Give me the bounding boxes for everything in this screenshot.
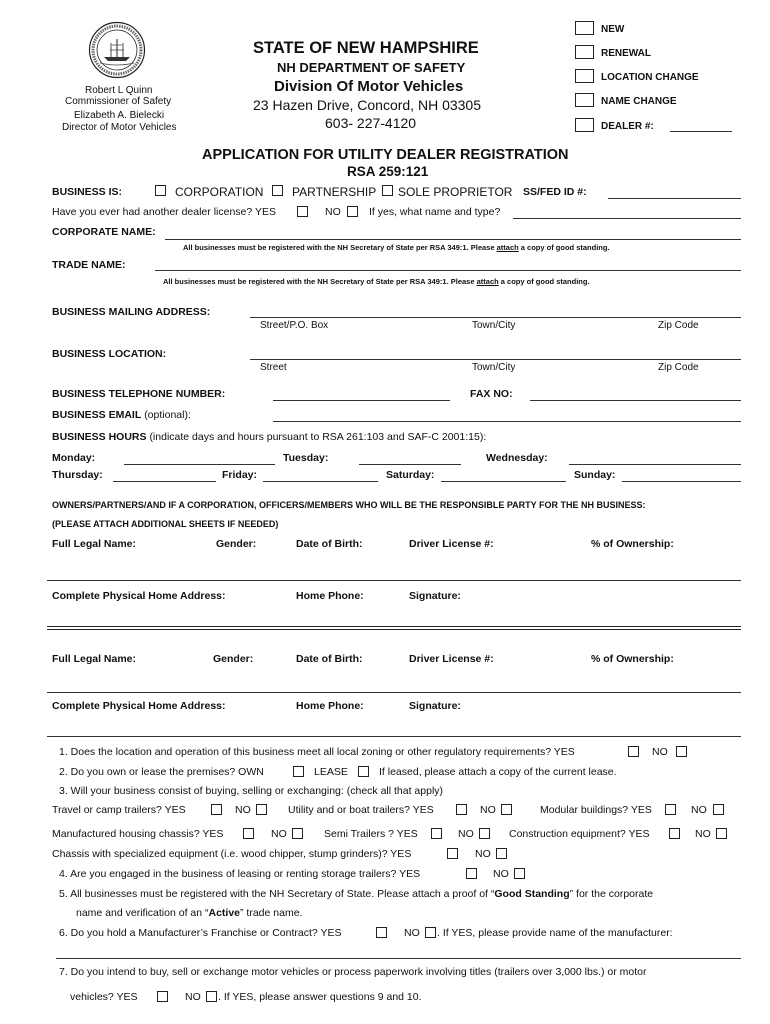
mailing-address-field[interactable] xyxy=(250,306,741,318)
location-town-caption: Town/City xyxy=(472,362,516,373)
hours-label: BUSINESS HOURS (indicate days and hours pursuant to RSA 261:103 and SAF-C 2001:15): xyxy=(52,431,487,443)
q2-lease-label: LEASE xyxy=(314,766,348,778)
dealer-checkbox[interactable] xyxy=(575,118,594,132)
wednesday-label: Wednesday: xyxy=(486,452,548,464)
telephone-label: BUSINESS TELEPHONE NUMBER: xyxy=(52,388,226,400)
business-location-field[interactable] xyxy=(250,348,741,360)
owner1-ownership-header: % of Ownership: xyxy=(591,538,674,550)
travel-trailers-label: Travel or camp trailers? YES xyxy=(52,804,186,816)
question-7-cont: vehicles? YES xyxy=(70,991,138,1003)
friday-label: Friday: xyxy=(222,469,258,481)
wednesday-field[interactable] xyxy=(569,453,741,465)
owner1-address-header: Complete Physical Home Address: xyxy=(52,590,226,602)
owner2-gender-header: Gender: xyxy=(213,653,254,665)
tuesday-field[interactable] xyxy=(359,453,461,465)
director-title: Director of Motor Vehicles xyxy=(62,122,177,133)
owner2-signature-header: Signature: xyxy=(409,700,461,712)
manufactured-no-checkbox[interactable] xyxy=(292,828,303,839)
chassis-yes-checkbox[interactable] xyxy=(447,848,458,859)
sunday-field[interactable] xyxy=(622,470,741,482)
fax-field[interactable] xyxy=(530,389,741,401)
sole-proprietor-checkbox[interactable] xyxy=(382,185,393,196)
corporate-name-field[interactable] xyxy=(165,228,741,240)
owner2-license-header: Driver License #: xyxy=(409,653,494,665)
question-4: 4. Are you engaged in the business of leasing or renting storage trailers? YES xyxy=(59,868,421,880)
manufactured-yes-checkbox[interactable] xyxy=(243,828,254,839)
trade-name-label: TRADE NAME: xyxy=(52,259,126,271)
q6-no-checkbox[interactable] xyxy=(425,927,436,938)
q7-no-label: NO xyxy=(185,991,201,1003)
telephone-field[interactable] xyxy=(273,389,450,401)
trade-name-note: All businesses must be registered with the NH Secretary of State per RSA 349:1. Please attach a copy of good standing. xyxy=(163,277,590,286)
ssfed-label: SS/FED ID #: xyxy=(523,186,587,198)
q6-note: . If YES, please provide name of the manufacturer: xyxy=(437,927,673,939)
owner1-signature-header: Signature: xyxy=(409,590,461,602)
thursday-field[interactable] xyxy=(113,470,216,482)
q4-no-checkbox[interactable] xyxy=(514,868,525,879)
email-field[interactable] xyxy=(273,410,741,422)
owners-attach-note: (PLEASE ATTACH ADDITIONAL SHEETS IF NEEDED) xyxy=(52,519,279,529)
fax-label: FAX NO: xyxy=(470,388,513,400)
corporation-checkbox[interactable] xyxy=(155,185,166,196)
q1-yes-checkbox[interactable] xyxy=(628,746,639,757)
prior-license-field[interactable] xyxy=(513,207,741,219)
q6-yes-checkbox[interactable] xyxy=(376,927,387,938)
corporation-label: CORPORATION xyxy=(175,185,264,199)
q1-no-label: NO xyxy=(652,746,668,758)
question-5: 5. All businesses must be registered with the NH Secretary of State. Please attach a proof of “Good Standing” for the corporate xyxy=(59,888,654,900)
q7-note: . If YES, please answer questions 9 and 10. xyxy=(218,991,422,1003)
owner2-address-header: Complete Physical Home Address: xyxy=(52,700,226,712)
semi-yes-checkbox[interactable] xyxy=(431,828,442,839)
commissioner-title: Commissioner of Safety xyxy=(65,96,172,107)
travel-yes-checkbox[interactable] xyxy=(211,804,222,815)
semi-no-checkbox[interactable] xyxy=(479,828,490,839)
manufactured-label: Manufactured housing chassis? YES xyxy=(52,828,224,840)
monday-field[interactable] xyxy=(124,453,275,465)
mailing-town-caption: Town/City xyxy=(472,320,516,331)
question-6: 6. Do you hold a Manufacturer’s Franchise or Contract? YES xyxy=(59,927,342,939)
q1-no-checkbox[interactable] xyxy=(676,746,687,757)
q2-lease-checkbox[interactable] xyxy=(358,766,369,777)
q4-no-label: NO xyxy=(493,868,509,880)
location-change-label: LOCATION CHANGE xyxy=(601,72,699,83)
sole-proprietor-label: SOLE PROPRIETOR xyxy=(398,185,513,199)
owners-heading: OWNERS/PARTNERS/AND IF A CORPORATION, OFFICERS/MEMBERS WHO WILL BE THE RESPONSIBLE PARTY FOR THE NH BUSINESS: xyxy=(52,500,646,510)
mailing-zip-caption: Zip Code xyxy=(658,320,699,331)
prior-license-no-label: NO xyxy=(325,206,341,218)
business-location-label: BUSINESS LOCATION: xyxy=(52,348,167,360)
prior-license-question: Have you ever had another dealer license? YES xyxy=(52,206,276,218)
travel-no-label: NO xyxy=(235,804,251,816)
semi-no-label: NO xyxy=(458,828,474,840)
modular-no-label: NO xyxy=(691,804,707,816)
q4-yes-checkbox[interactable] xyxy=(466,868,477,879)
question-3: 3. Will your business consist of buying, selling or exchanging: (check all that apply) xyxy=(59,785,444,797)
agency-address: 23 Hazen Drive, Concord, NH 03305 xyxy=(253,97,482,113)
sunday-label: Sunday: xyxy=(574,469,616,481)
renewal-checkbox[interactable] xyxy=(575,45,594,59)
saturday-field[interactable] xyxy=(441,470,566,482)
name-change-label: NAME CHANGE xyxy=(601,96,677,107)
prior-license-no-checkbox[interactable] xyxy=(347,206,358,217)
owner1-license-header: Driver License #: xyxy=(409,538,494,550)
owner-divider xyxy=(47,626,741,630)
location-change-checkbox[interactable] xyxy=(575,69,594,83)
manufacturer-field[interactable] xyxy=(56,947,741,959)
owner1-row-line[interactable] xyxy=(47,580,741,581)
prior-license-followup: If yes, what name and type? xyxy=(369,206,501,218)
manufactured-no-label: NO xyxy=(271,828,287,840)
dealer-number-field[interactable] xyxy=(670,120,732,132)
commissioner-name: Robert L Quinn xyxy=(85,85,153,96)
owner1-phone-header: Home Phone: xyxy=(296,590,364,602)
q6-no-label: NO xyxy=(404,927,420,939)
prior-license-yes-checkbox[interactable] xyxy=(297,206,308,217)
state-seal-icon xyxy=(88,21,146,79)
friday-field[interactable] xyxy=(263,470,378,482)
location-street-caption: Street xyxy=(260,362,287,373)
state-heading: STATE OF NEW HAMPSHIRE xyxy=(253,39,479,57)
location-zip-caption: Zip Code xyxy=(658,362,699,373)
q7-yes-checkbox[interactable] xyxy=(157,991,168,1002)
trade-name-field[interactable] xyxy=(155,259,741,271)
construction-label: Construction equipment? YES xyxy=(509,828,650,840)
question-5-cont: name and verification of an “Active” trade name. xyxy=(76,907,303,919)
chassis-no-label: NO xyxy=(475,848,491,860)
email-label: BUSINESS EMAIL (optional): xyxy=(52,409,191,421)
form-statute: RSA 259:121 xyxy=(347,164,429,179)
partnership-checkbox[interactable] xyxy=(272,185,283,196)
department-heading: NH DEPARTMENT OF SAFETY xyxy=(277,60,466,75)
owner1-name-header: Full Legal Name: xyxy=(52,538,137,550)
business-is-label: BUSINESS IS: xyxy=(52,186,123,198)
ssfed-field[interactable] xyxy=(608,187,741,199)
owner2-phone-header: Home Phone: xyxy=(296,700,364,712)
owner1-gender-header: Gender: xyxy=(216,538,257,550)
partnership-label: PARTNERSHIP xyxy=(292,185,377,199)
questions-top-line xyxy=(47,736,741,737)
question-7: 7. Do you intend to buy, sell or exchange motor vehicles or process paperwork involving titles (trailers over 3,000 lbs.) or motor xyxy=(59,966,647,978)
construction-yes-checkbox[interactable] xyxy=(669,828,680,839)
construction-no-label: NO xyxy=(695,828,711,840)
monday-label: Monday: xyxy=(52,452,96,464)
modular-label: Modular buildings? YES xyxy=(540,804,652,816)
question-2: 2. Do you own or lease the premises? OWN xyxy=(59,766,264,778)
form-title: APPLICATION FOR UTILITY DEALER REGISTRATION xyxy=(202,147,569,163)
utility-no-checkbox[interactable] xyxy=(501,804,512,815)
new-checkbox[interactable] xyxy=(575,21,594,35)
mailing-street-caption: Street/P.O. Box xyxy=(260,320,329,331)
renewal-label: RENEWAL xyxy=(601,48,651,59)
modular-yes-checkbox[interactable] xyxy=(665,804,676,815)
saturday-label: Saturday: xyxy=(386,469,435,481)
owner2-ownership-header: % of Ownership: xyxy=(591,653,674,665)
corporate-name-label: CORPORATE NAME: xyxy=(52,226,156,238)
question-1: 1. Does the location and operation of this business meet all local zoning or other regulatory requirements? YES xyxy=(59,746,575,758)
corporate-name-note: All businesses must be registered with the NH Secretary of State per RSA 349:1. Please attach a copy of good standing. xyxy=(183,243,610,252)
division-heading: Division Of Motor Vehicles xyxy=(274,78,464,95)
agency-phone: 603- 227-4120 xyxy=(325,115,417,131)
name-change-checkbox[interactable] xyxy=(575,93,594,107)
director-name: Elizabeth A. Bielecki xyxy=(74,110,165,121)
mailing-address-label: BUSINESS MAILING ADDRESS: xyxy=(52,306,211,318)
dealer-label: DEALER #: xyxy=(601,121,654,132)
utility-trailers-label: Utility and or boat trailers? YES xyxy=(288,804,434,816)
chassis-no-checkbox[interactable] xyxy=(496,848,507,859)
owner2-row-line[interactable] xyxy=(47,692,741,693)
q2-lease-note: If leased, please attach a copy of the current lease. xyxy=(379,766,617,778)
new-label: NEW xyxy=(601,24,625,35)
utility-no-label: NO xyxy=(480,804,496,816)
owner2-dob-header: Date of Birth: xyxy=(296,653,363,665)
owner1-dob-header: Date of Birth: xyxy=(296,538,363,550)
semi-label: Semi Trailers ? YES xyxy=(324,828,418,840)
tuesday-label: Tuesday: xyxy=(283,452,329,464)
utility-yes-checkbox[interactable] xyxy=(456,804,467,815)
construction-no-checkbox[interactable] xyxy=(716,828,727,839)
q7-no-checkbox[interactable] xyxy=(206,991,217,1002)
thursday-label: Thursday: xyxy=(52,469,103,481)
q2-own-checkbox[interactable] xyxy=(293,766,304,777)
travel-no-checkbox[interactable] xyxy=(256,804,267,815)
modular-no-checkbox[interactable] xyxy=(713,804,724,815)
owner2-name-header: Full Legal Name: xyxy=(52,653,137,665)
chassis-label: Chassis with specialized equipment (i.e. wood chipper, stump grinders)? YES xyxy=(52,848,412,860)
